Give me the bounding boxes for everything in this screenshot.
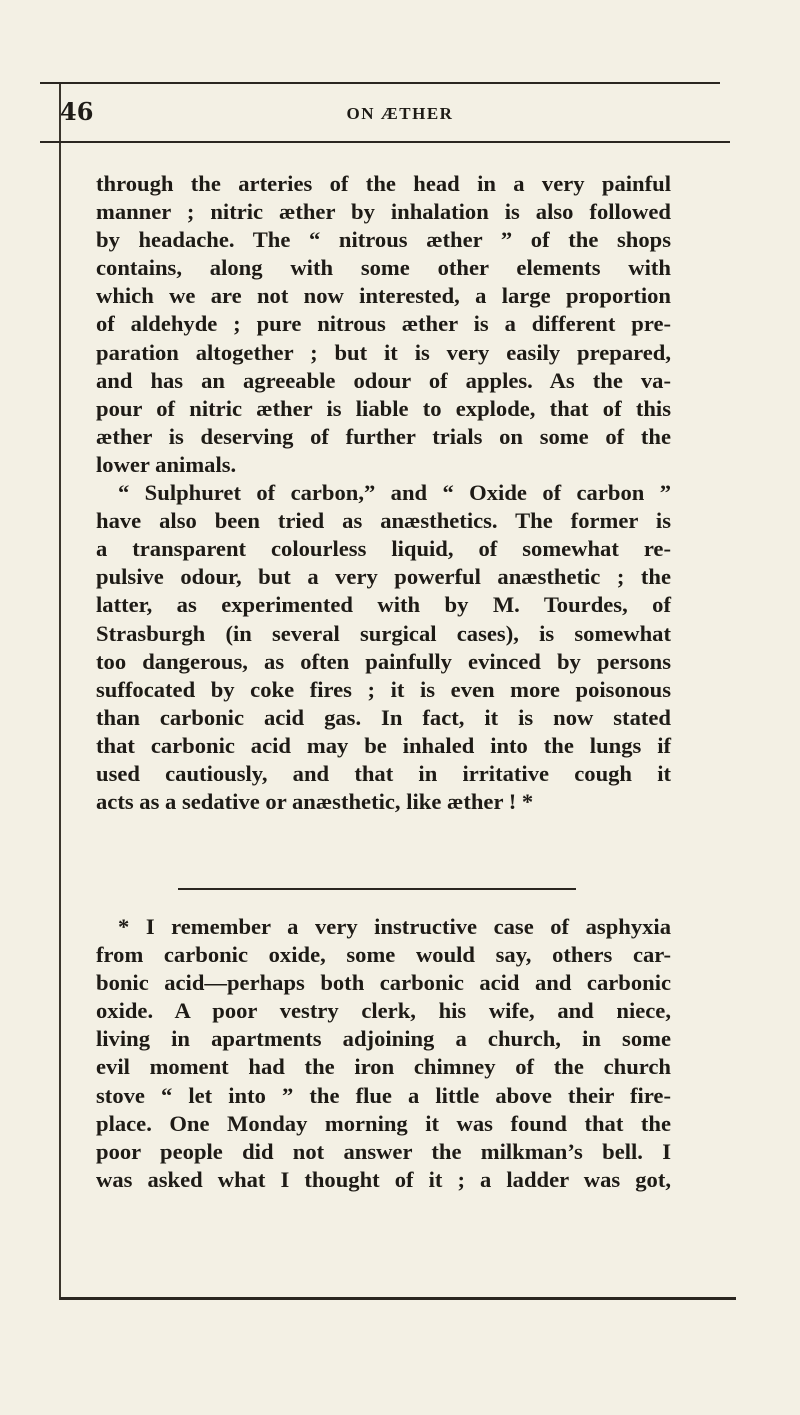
footnote-line: poor people did not answer the milkman’s bell. I [96, 1138, 671, 1164]
text-line: and has an agreeable odour of apples. As the va- [96, 367, 671, 393]
text-line: “ Sulphuret of carbon,” and “ Oxide of carbon ” [118, 480, 671, 506]
text-line: suffocated by coke fires ; it is even more poisonous [96, 676, 671, 702]
page-number: 46 [60, 97, 94, 126]
text-line: too dangerous, as often painfully evinced by persons [96, 648, 671, 674]
text-line: Strasburgh (in several surgical cases), is somewhat [96, 620, 671, 646]
footnote-line: * I remember a very instructive case of asphyxia [118, 914, 671, 939]
text-line: by headache. The “ nitrous æther ” of the shops [96, 227, 671, 253]
footnote-rule [178, 888, 576, 890]
text-line: paration altogether ; but it is very easily prepared, [96, 339, 671, 365]
footnote-line: evil moment had the iron chimney of the church [96, 1054, 671, 1080]
text-line: than carbonic acid gas. In fact, it is now stated [96, 704, 671, 730]
text-line: through the arteries of the head in a very painful [96, 171, 671, 196]
text-line: which we are not now interested, a large proportion [96, 283, 671, 309]
text-line: latter, as experimented with by M. Tourdes, of [96, 592, 671, 618]
text-line: acts as a sedative or anæsthetic, like æther ! * [96, 789, 534, 815]
top-rule [40, 82, 720, 84]
footnote-line: stove “ let into ” the flue a little above their fire- [96, 1082, 671, 1108]
text-line: pulsive odour, but a very powerful anæsthetic ; the [96, 564, 671, 590]
text-line: manner ; nitric æther by inhalation is also followed [96, 199, 671, 225]
text-line: lower animals. [96, 451, 237, 477]
text-line: pour of nitric æther is liable to explode, that of this [96, 395, 671, 421]
bottom-rule [60, 1297, 736, 1300]
footnote-line: bonic acid—perhaps both carbonic acid and carbonic [96, 970, 671, 996]
text-line: a transparent colourless liquid, of somewhat re- [96, 536, 671, 562]
footnote [96, 913, 671, 1194]
footnote-line: from carbonic oxide, some would say, others car- [96, 942, 671, 968]
footnote-line: living in apartments adjoining a church, in some [96, 1026, 671, 1052]
header-rule [40, 141, 730, 143]
running-title: ON ÆTHER [346, 104, 454, 123]
text-line: æther is deserving of further trials on some of the [96, 423, 671, 449]
text-line: of aldehyde ; pure nitrous æther is a different pre- [96, 311, 671, 337]
text-line: have also been tried as anæsthetics. The former is [96, 508, 671, 534]
left-page-edge [59, 84, 61, 1300]
main-text [96, 170, 671, 816]
text-line: contains, along with some other elements with [96, 255, 671, 281]
footnote-line: place. One Monday morning it was found that the [96, 1110, 671, 1136]
text-line: used cautiously, and that in irritative cough it [96, 760, 671, 786]
text-line: that carbonic acid may be inhaled into the lungs if [96, 732, 671, 758]
footnote-line: oxide. A poor vestry clerk, his wife, and niece, [96, 998, 671, 1024]
footnote-line: was asked what I thought of it ; a ladder was got, [96, 1166, 671, 1192]
